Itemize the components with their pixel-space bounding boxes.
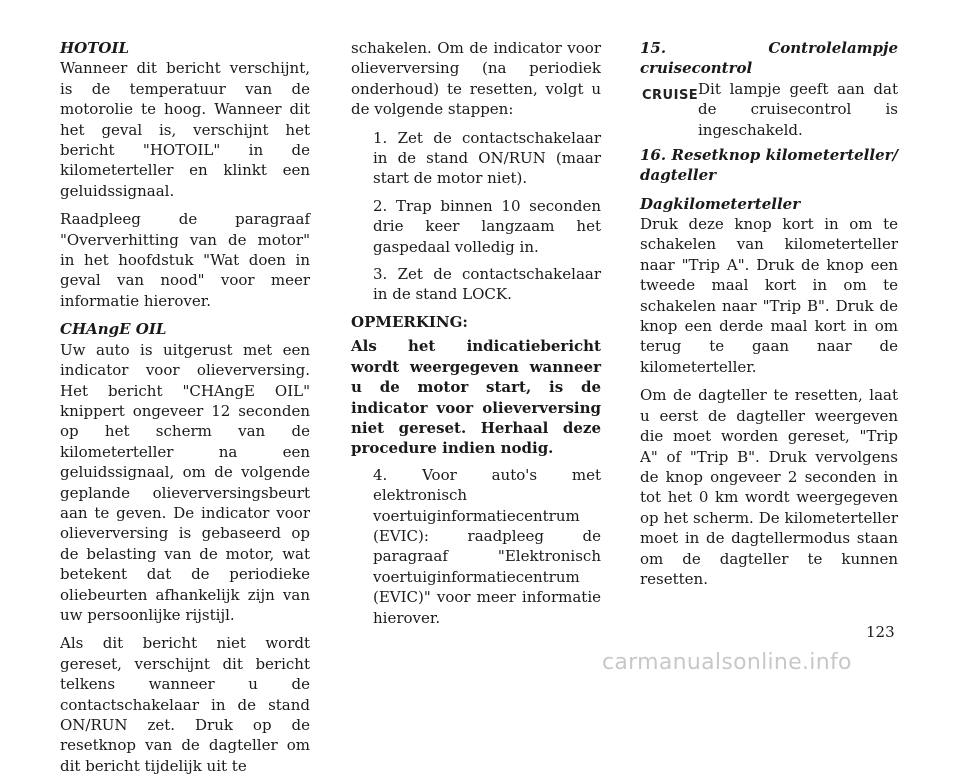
note-body: Als het indicatiebericht wordt weergegeven wanneer u de motor start, is de indicator voor olieverversing niet gereset. Herhaal deze procedure indien nodig. xyxy=(351,337,601,458)
change-oil-heading: CHAngE OIL xyxy=(60,320,167,339)
reset-step-3: 3. Zet de contactschakelaar in de stand LOCK. xyxy=(373,265,601,304)
note-heading: OPMERKING: xyxy=(351,312,468,331)
hotoil-heading: HOTOIL xyxy=(60,39,130,57)
column-right xyxy=(640,38,898,597)
item-15-heading: 15. Controlelampje cruisecontrol xyxy=(640,39,898,78)
trip-odometer-heading: Dagkilometerteller xyxy=(640,194,801,213)
hotoil-paragraph-1: Wanneer dit bericht verschijnt, is de temperatuur van de motorolie te hoog. Wanneer dit het geval is, verschijnt het bericht "HOTOIL" in de kilometerteller en klinkt een geluidssignaal. xyxy=(60,59,310,200)
item-16-heading: 16. Resetknop kilometerteller/ dagteller xyxy=(640,145,898,185)
cruise-description: Dit lampje geeft aan dat de cruisecontrol is ingeschakeld. xyxy=(698,79,898,139)
change-oil-paragraph-1: Uw auto is uitgerust met een indicator voor olieverversing. Het bericht "CHAngE OIL" knippert ongeveer 12 seconden op het scherm van de kilometerteller na een geluidssignaal, om de volgende geplande olieverversingsbeurt aan te geven. De indicator voor olieverversing is gebaseerd op de belasting van de motor, wat betekent dat de periodieke oliebeurten afhankelijk zijn van uw persoonlijke rijstijl. xyxy=(60,340,310,624)
trip-odometer-paragraph-1: Druk deze knop kort in om te schakelen van kilometerteller naar "Trip A". Druk de knop een tweede maal kort in om te schakelen naar "Trip B". Druk de knop een derde maal kort in om terug te gaan naar de kilometerteller. xyxy=(640,215,898,376)
column-middle xyxy=(351,38,601,635)
change-oil-paragraph-2: Als dit bericht niet wordt gereset, verschijnt dit bericht telkens wanneer u de contactschakelaar in de stand ON/RUN zet. Druk op de resetknop van de dagteller om dit bericht tijdelijk uit te xyxy=(60,634,310,775)
trip-odometer-paragraph-2: Om de dagteller te resetten, laat u eerst de dagteller weergeven die moet worden gereset, "Trip A" of "Trip B". Druk vervolgens de knop ongeveer 2 seconden in tot het 0 km wordt weergegeven op het scherm. De kilometerteller moet in de dagtellermodus staan om de dagteller te kunnen resetten. xyxy=(640,386,898,588)
reset-step-1: 1. Zet de contactschakelaar in de stand ON/RUN (maar start de motor niet). xyxy=(373,128,601,188)
hotoil-paragraph-2: Raadpleeg de paragraaf "Oververhitting van de motor" in het hoofdstuk "Wat doen in geval van nood" voor meer informatie hierover. xyxy=(60,210,310,310)
reset-step-4: 4. Voor auto's met elektronisch voertuiginformatiecentrum (EVIC): raadpleeg de paragraaf "Elektronisch voertuiginformatiecentrum (EVIC)" voor meer informatie hierover. xyxy=(373,465,601,627)
column-left xyxy=(60,38,310,784)
cruise-icon: CRUISE xyxy=(642,87,699,103)
reset-step-2: 2. Trap binnen 10 seconden drie keer langzaam het gaspedaal volledig in. xyxy=(373,196,601,256)
page-number: 123 xyxy=(866,623,895,641)
watermark-text: carmanualsonline.info xyxy=(602,650,852,675)
reset-intro: schakelen. Om de indicator voor olieverversing (na periodiek onderhoud) te resetten, volgt u de volgende stappen: xyxy=(351,39,601,119)
cruise-indicator-block xyxy=(640,79,898,141)
